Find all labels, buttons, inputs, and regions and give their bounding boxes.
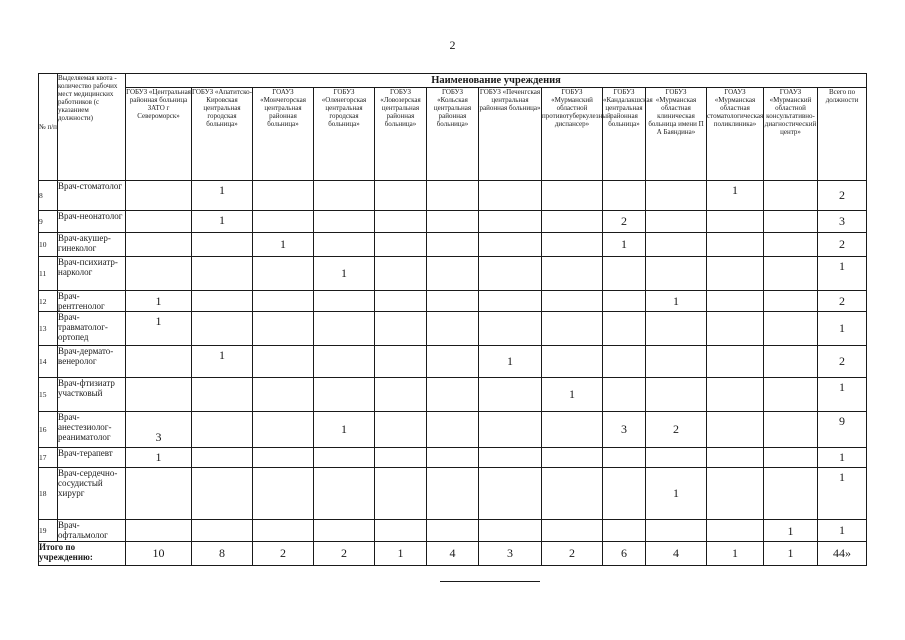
quota-cell <box>192 468 253 520</box>
quota-cell <box>707 468 764 520</box>
quota-cell <box>427 181 479 211</box>
row-number: 15 <box>39 378 58 412</box>
position-name: Врач-неонатолог <box>58 211 126 233</box>
quota-cell <box>427 412 479 448</box>
quota-cell: 3 <box>126 412 192 448</box>
quota-cell <box>707 312 764 346</box>
institution-total: 1 <box>707 542 764 566</box>
quota-cell <box>542 468 603 520</box>
quota-cell <box>542 448 603 468</box>
quota-cell <box>603 520 646 542</box>
quota-cell: 1 <box>126 448 192 468</box>
quota-cell <box>375 468 427 520</box>
quota-cell <box>427 291 479 312</box>
quota-cell <box>479 257 542 291</box>
institution-total: 2 <box>542 542 603 566</box>
table-row <box>39 233 867 257</box>
row-number: 13 <box>39 312 58 346</box>
quota-cell <box>375 520 427 542</box>
quota-cell <box>375 312 427 346</box>
quota-cell <box>253 181 314 211</box>
quota-cell: 1 <box>542 378 603 412</box>
quota-cell <box>253 412 314 448</box>
quota-cell <box>479 181 542 211</box>
header-quota: Выделяемая квота - количество рабочих мест медицинских работников (с указанием должности) <box>58 74 126 181</box>
quota-cell <box>314 346 375 378</box>
quota-cell: 1 <box>192 181 253 211</box>
quota-cell <box>253 291 314 312</box>
header-institution: ГОБУЗ «Мурманский областной противотуберкулезный диспансер» <box>542 88 603 181</box>
quota-cell <box>126 378 192 412</box>
quota-cell <box>542 181 603 211</box>
row-number: 18 <box>39 468 58 520</box>
quota-cell <box>314 468 375 520</box>
quota-cell <box>314 291 375 312</box>
quota-cell <box>126 257 192 291</box>
row-number: 8 <box>39 181 58 211</box>
quota-cell <box>479 520 542 542</box>
quota-cell <box>427 448 479 468</box>
quota-cell <box>253 312 314 346</box>
quota-cell: 3 <box>603 412 646 448</box>
quota-cell <box>375 448 427 468</box>
header-institution: ГОАУЗ «Мончегорская центральная районная больница» <box>253 88 314 181</box>
row-number: 12 <box>39 291 58 312</box>
table-row <box>39 312 867 346</box>
quota-cell: 1 <box>646 291 707 312</box>
row-total: 1 <box>818 312 867 346</box>
position-name: Врач-сердечно-сосудистый хирург <box>58 468 126 520</box>
quota-cell <box>427 211 479 233</box>
position-name: Врач-анестезиолог-реаниматолог <box>58 412 126 448</box>
quota-cell <box>253 448 314 468</box>
row-number: 16 <box>39 412 58 448</box>
quota-cell <box>126 181 192 211</box>
row-total: 1 <box>818 448 867 468</box>
quota-cell: 1 <box>707 181 764 211</box>
quota-cell <box>427 378 479 412</box>
quota-cell <box>192 257 253 291</box>
quota-cell <box>126 233 192 257</box>
quota-cell <box>764 312 818 346</box>
totals-row <box>39 542 867 566</box>
quota-cell <box>253 346 314 378</box>
quota-cell <box>542 291 603 312</box>
position-name: Врач-дермато-венеролог <box>58 346 126 378</box>
quota-cell <box>479 412 542 448</box>
quota-cell <box>707 257 764 291</box>
quota-cell: 1 <box>314 412 375 448</box>
position-name: Врач-стоматолог <box>58 181 126 211</box>
quota-cell <box>764 257 818 291</box>
table-row <box>39 346 867 378</box>
table-row <box>39 211 867 233</box>
quota-cell <box>427 346 479 378</box>
quota-cell <box>253 211 314 233</box>
header-institution: ГОБУЗ «Ловозерская центральная районная больница» <box>375 88 427 181</box>
quota-cell: 2 <box>603 211 646 233</box>
quota-cell <box>707 233 764 257</box>
header-institution: ГОАУЗ «Мурманская областная стоматологическая поликлиника» <box>707 88 764 181</box>
row-number: 14 <box>39 346 58 378</box>
institution-total: 8 <box>192 542 253 566</box>
quota-cell <box>479 448 542 468</box>
quota-cell <box>646 346 707 378</box>
quota-cell <box>427 468 479 520</box>
table-row <box>39 291 867 312</box>
header-row-number: № п/п <box>39 74 58 181</box>
quota-cell <box>707 291 764 312</box>
quota-cell <box>192 312 253 346</box>
quota-cell <box>479 291 542 312</box>
institution-total: 4 <box>427 542 479 566</box>
header-institution: ГОБУЗ «Центральная районная больница ЗАТО г Североморск» <box>126 88 192 181</box>
row-number: 17 <box>39 448 58 468</box>
quota-cell <box>314 378 375 412</box>
quota-cell <box>764 448 818 468</box>
quota-cell <box>603 257 646 291</box>
quota-cell <box>192 233 253 257</box>
quota-cell <box>192 520 253 542</box>
row-total: 2 <box>818 233 867 257</box>
row-total: 3 <box>818 211 867 233</box>
quota-cell <box>375 291 427 312</box>
quota-cell <box>427 520 479 542</box>
position-name: Врач-терапевт <box>58 448 126 468</box>
quota-cell: 1 <box>314 257 375 291</box>
grand-total: 44» <box>818 542 867 566</box>
header-institution: ГОАУЗ «Мурманский областной консультативно-диагностический центр» <box>764 88 818 181</box>
position-name: Врач-акушер-гинеколог <box>58 233 126 257</box>
quota-cell: 1 <box>192 346 253 378</box>
quota-cell <box>314 211 375 233</box>
row-number: 11 <box>39 257 58 291</box>
header-institution: ГОБУЗ «Печенгская центральная районная больница» <box>479 88 542 181</box>
row-number: 10 <box>39 233 58 257</box>
quota-cell <box>646 233 707 257</box>
quota-cell <box>314 312 375 346</box>
quota-cell <box>192 448 253 468</box>
quota-cell <box>707 378 764 412</box>
quota-cell: 1 <box>603 233 646 257</box>
quota-cell: 1 <box>646 468 707 520</box>
quota-cell <box>646 520 707 542</box>
quota-cell: 1 <box>253 233 314 257</box>
quota-cell <box>646 378 707 412</box>
quota-cell <box>192 378 253 412</box>
institution-total: 2 <box>253 542 314 566</box>
quota-cell <box>603 448 646 468</box>
institution-total: 2 <box>314 542 375 566</box>
header-total: Всего по должности <box>818 88 867 181</box>
position-name: Врач-психиатр-нарколог <box>58 257 126 291</box>
quota-cell <box>542 257 603 291</box>
quota-table <box>38 73 867 566</box>
quota-cell <box>375 346 427 378</box>
position-name: Врач-рентгенолог <box>58 291 126 312</box>
row-total: 1 <box>818 468 867 520</box>
table-row <box>39 378 867 412</box>
quota-cell <box>126 520 192 542</box>
table-title: Наименование учреждения <box>126 74 867 88</box>
header-institution: ГОБУЗ «Оленегорская центральная городская больница» <box>314 88 375 181</box>
quota-cell <box>126 468 192 520</box>
table-header <box>39 74 867 181</box>
quota-cell <box>764 211 818 233</box>
quota-cell <box>764 233 818 257</box>
header-institution: ГОБУЗ «Мурманская областная клиническая больница имени П А Баяндина» <box>646 88 707 181</box>
quota-cell <box>427 257 479 291</box>
quota-cell <box>375 211 427 233</box>
quota-cell: 1 <box>192 211 253 233</box>
quota-cell <box>764 468 818 520</box>
quota-cell: 1 <box>479 346 542 378</box>
quota-cell <box>314 448 375 468</box>
table-row <box>39 257 867 291</box>
quota-cell <box>707 211 764 233</box>
quota-cell <box>375 378 427 412</box>
row-number: 19 <box>39 520 58 542</box>
header-institution: ГОБУЗ «Апатитско-Кировская центральная городская больница» <box>192 88 253 181</box>
quota-cell <box>603 181 646 211</box>
quota-cell <box>192 291 253 312</box>
position-name: Врач-фтизиатр участковый <box>58 378 126 412</box>
quota-cell <box>646 448 707 468</box>
quota-cell <box>603 291 646 312</box>
quota-cell <box>314 233 375 257</box>
quota-cell <box>764 291 818 312</box>
quota-cell <box>479 211 542 233</box>
quota-cell <box>646 312 707 346</box>
quota-cell <box>646 181 707 211</box>
quota-cell <box>542 346 603 378</box>
quota-cell <box>479 312 542 346</box>
quota-cell <box>375 412 427 448</box>
institution-total: 1 <box>375 542 427 566</box>
quota-cell <box>603 312 646 346</box>
quota-cell <box>764 346 818 378</box>
table-body <box>39 181 867 566</box>
position-name: Врач-офтальмолог <box>58 520 126 542</box>
quota-cell: 1 <box>764 520 818 542</box>
table-row <box>39 448 867 468</box>
quota-cell <box>707 448 764 468</box>
table-row <box>39 468 867 520</box>
quota-cell <box>542 520 603 542</box>
quota-cell <box>375 257 427 291</box>
quota-cell: 1 <box>126 291 192 312</box>
quota-cell <box>603 468 646 520</box>
row-total: 2 <box>818 291 867 312</box>
quota-cell <box>764 181 818 211</box>
quota-cell <box>126 211 192 233</box>
quota-cell <box>192 412 253 448</box>
quota-cell <box>314 520 375 542</box>
row-total: 1 <box>818 378 867 412</box>
quota-cell: 2 <box>646 412 707 448</box>
quota-cell: 1 <box>126 312 192 346</box>
table-row <box>39 181 867 211</box>
quota-cell <box>479 233 542 257</box>
row-number: 9 <box>39 211 58 233</box>
quota-cell <box>707 346 764 378</box>
institution-total: 6 <box>603 542 646 566</box>
quota-cell <box>646 257 707 291</box>
quota-cell <box>603 378 646 412</box>
quota-cell <box>126 346 192 378</box>
institution-total: 4 <box>646 542 707 566</box>
quota-cell <box>542 211 603 233</box>
quota-cell <box>764 412 818 448</box>
quota-cell <box>253 520 314 542</box>
quota-cell <box>707 520 764 542</box>
row-total: 1 <box>818 520 867 542</box>
quota-cell <box>314 181 375 211</box>
quota-cell <box>542 233 603 257</box>
header-institution: ГОБУЗ «Кольская центральная районная больница» <box>427 88 479 181</box>
totals-label: Итого по учреждению: <box>39 542 126 566</box>
position-name: Врач-травматолог-ортопед <box>58 312 126 346</box>
quota-cell <box>542 412 603 448</box>
quota-cell <box>764 378 818 412</box>
quota-cell <box>375 181 427 211</box>
quota-cell <box>479 468 542 520</box>
institution-total: 10 <box>126 542 192 566</box>
quota-cell <box>479 378 542 412</box>
quota-cell <box>542 312 603 346</box>
institution-total: 3 <box>479 542 542 566</box>
quota-cell <box>427 233 479 257</box>
row-total: 9 <box>818 412 867 448</box>
table-row <box>39 520 867 542</box>
quota-cell <box>603 346 646 378</box>
quota-cell <box>253 468 314 520</box>
page-number: 2 <box>449 38 456 52</box>
quota-cell <box>253 378 314 412</box>
quota-cell <box>375 233 427 257</box>
quota-cell <box>427 312 479 346</box>
row-total: 2 <box>818 346 867 378</box>
header-institution: ГОБУЗ «Кандалакшская центральная районная больница» <box>603 88 646 181</box>
footer-divider <box>440 581 540 582</box>
quota-cell <box>253 257 314 291</box>
row-total: 1 <box>818 257 867 291</box>
quota-cell <box>707 412 764 448</box>
quota-cell <box>646 211 707 233</box>
row-total: 2 <box>818 181 867 211</box>
institution-total: 1 <box>764 542 818 566</box>
table-row <box>39 412 867 448</box>
